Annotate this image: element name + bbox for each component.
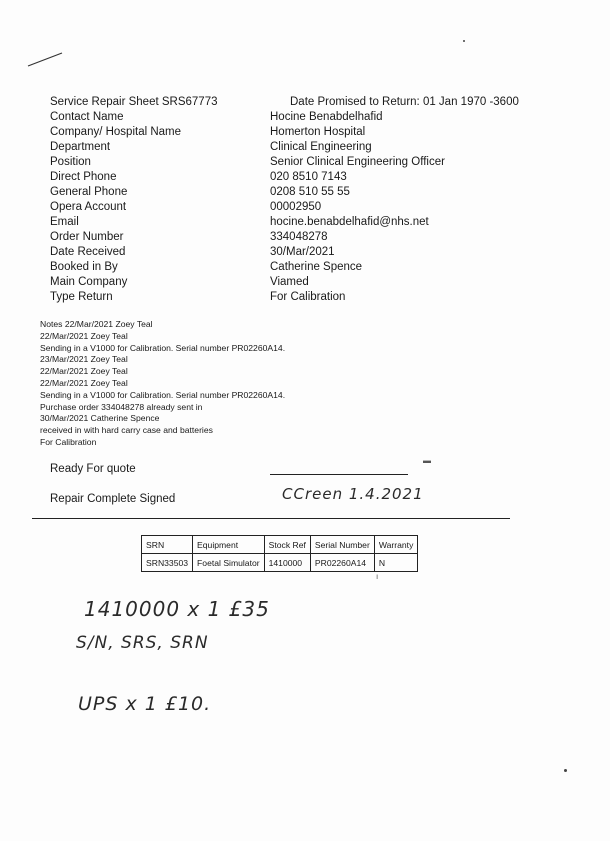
field-value: For Calibration <box>270 291 346 303</box>
note-line: Sending in a V1000 for Calibration. Serial number PR02260A14. <box>40 342 286 353</box>
field-value: Hocine Benabdelhafid <box>270 111 383 123</box>
table-cell: SRN33503 <box>142 554 193 572</box>
field-label: Position <box>50 156 91 168</box>
field-value: hocine.benabdelhafid@nhs.net <box>270 216 429 228</box>
note-line: 22/Mar/2021 Zoey Teal <box>40 366 128 377</box>
field-value: Senior Clinical Engineering Officer <box>270 156 445 168</box>
field-value: Catherine Spence <box>270 261 363 273</box>
handwritten-note-line-1: 1410000 x 1 £35 <box>84 597 270 621</box>
field-label: Direct Phone <box>50 171 117 183</box>
table-header-cell: Stock Ref <box>264 536 310 554</box>
field-value: 020 8510 7143 <box>270 171 347 183</box>
pen-stroke-mark <box>26 50 66 70</box>
table-row <box>142 554 418 572</box>
field-label: Email <box>50 216 79 228</box>
date-promised: Date Promised to Return: 01 Jan 1970 -3600 <box>290 96 519 108</box>
section-divider <box>32 518 510 519</box>
scan-speck <box>463 40 465 42</box>
field-label: General Phone <box>50 186 128 198</box>
table-header-cell: SRN <box>142 536 193 554</box>
handwritten-note-line-3: UPS x 1 £10. <box>78 693 212 715</box>
note-line: 22/Mar/2021 Zoey Teal <box>40 330 128 341</box>
table-cell: N <box>374 554 418 572</box>
field-label: Company/ Hospital Name <box>50 126 182 138</box>
field-value: Viamed <box>270 276 309 288</box>
field-value: 334048278 <box>270 231 328 243</box>
field-label: Booked in By <box>50 261 118 273</box>
field-value: Clinical Engineering <box>270 141 372 153</box>
note-line: 30/Mar/2021 Catherine Spence <box>40 413 160 424</box>
table-cell: 1410000 <box>264 554 310 572</box>
note-line: 22/Mar/2021 Zoey Teal <box>40 377 128 388</box>
ready-for-quote-line <box>270 474 408 475</box>
note-line: 23/Mar/2021 Zoey Teal <box>40 354 128 365</box>
table-header-cell: Serial Number <box>310 536 374 554</box>
note-line: Purchase order 334048278 already sent in <box>40 401 203 412</box>
note-line: Notes 22/Mar/2021 Zoey Teal <box>40 319 153 329</box>
scan-mark: ı <box>376 572 379 581</box>
field-value: Homerton Hospital <box>270 126 366 138</box>
table-header-row <box>142 536 418 554</box>
table-cell: Foetal Simulator <box>193 554 265 572</box>
field-value: 00002950 <box>270 201 322 213</box>
ready-for-quote-label: Ready For quote <box>50 463 136 475</box>
handwritten-note-line-2: S/N, SRS, SRN <box>76 633 209 653</box>
table-cell: PR02260A14 <box>310 554 374 572</box>
sheet-title: Service Repair Sheet SRS67773 <box>50 96 218 108</box>
pen-dash-mark: ▬ <box>423 456 431 465</box>
note-line: Sending in a V1000 for Calibration. Serial number PR02260A14. <box>40 389 286 400</box>
field-value: 30/Mar/2021 <box>270 246 335 258</box>
notes-block <box>40 319 285 449</box>
field-label: Date Received <box>50 246 126 258</box>
note-line: received in with hard carry case and batteries <box>40 425 213 436</box>
scan-speck <box>564 769 567 772</box>
field-label: Department <box>50 141 111 153</box>
repair-complete-signature: CCreen 1.4.2021 <box>282 485 424 503</box>
table-header-cell: Equipment <box>193 536 265 554</box>
field-label: Main Company <box>50 276 128 288</box>
equipment-table <box>141 535 418 572</box>
field-value: 0208 510 55 55 <box>270 186 350 198</box>
field-label: Type Return <box>50 291 113 303</box>
field-label: Contact Name <box>50 111 124 123</box>
note-line: For Calibration <box>40 436 97 447</box>
table-header-cell: Warranty <box>374 536 418 554</box>
field-label: Opera Account <box>50 201 127 213</box>
field-label: Order Number <box>50 231 124 243</box>
repair-complete-label: Repair Complete Signed <box>50 493 176 505</box>
